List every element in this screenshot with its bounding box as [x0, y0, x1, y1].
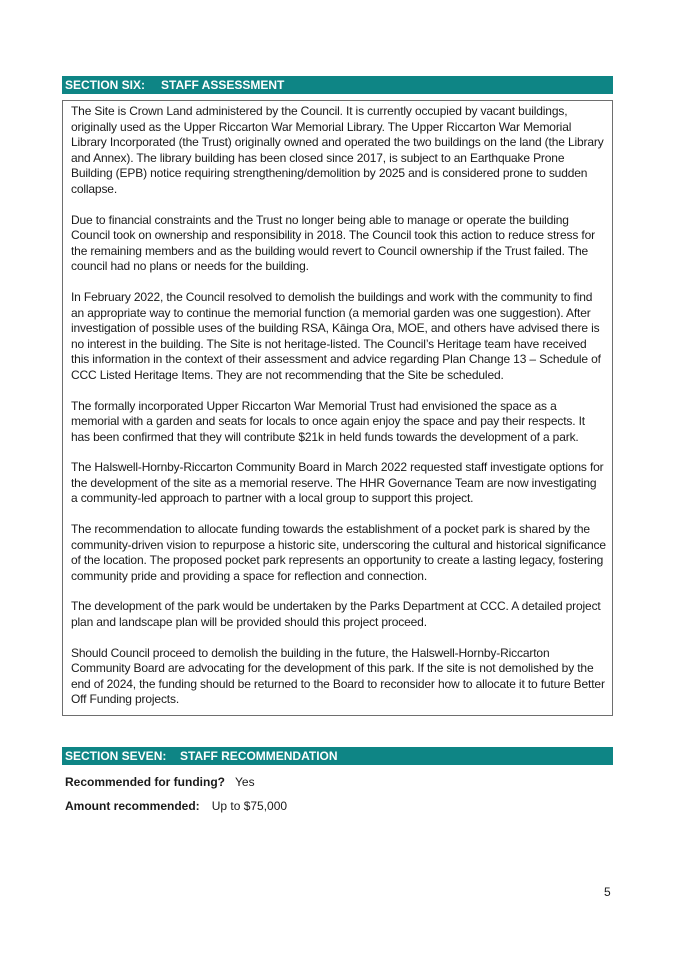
- assessment-paragraph: The Halswell-Hornby-Riccarton Community Board in March 2022 requested staff investigate options for the development of the site as a memorial reserve. The HHR Governance Team are now investigating a community-led approach to partner with a local group to support this project.: [71, 460, 604, 506]
- amount-recommended-row: [65, 799, 287, 814]
- section-seven-title: STAFF RECOMMENDATION: [180, 749, 338, 763]
- recommended-for-funding-value: Yes: [235, 775, 255, 789]
- recommended-for-funding-label: Recommended for funding?: [65, 775, 225, 789]
- staff-assessment-box: [62, 100, 613, 716]
- amount-recommended-label: Amount recommended:: [65, 799, 200, 813]
- section-six-number: SECTION SIX:: [65, 78, 146, 92]
- page-number: 5: [604, 885, 611, 899]
- section-six-header: [62, 76, 613, 94]
- section-seven-number: SECTION SEVEN:: [65, 749, 167, 763]
- section-seven-header: [62, 747, 613, 765]
- assessment-paragraph: The Site is Crown Land administered by the Council. It is currently occupied by vacant buildings, originally used as the Upper Riccarton War Memorial Library. The Upper Riccarton War Memorial Library Incorporated (the Trust) originally owned and operated the two buildings on the land (the Library and Annex). The library building has been closed since 2017, is subject to an Earthquake Prone Building (EPB) notice requiring strengthening/demolition by 2025 and is considered prone to sudden collapse.: [71, 104, 604, 196]
- assessment-paragraph: The formally incorporated Upper Riccarton War Memorial Trust had envisioned the space as a memorial with a garden and seats for locals to once again enjoy the space and pay their respects. It has been confirmed that they will contribute $21k in held funds towards the development of a park.: [71, 398, 585, 444]
- assessment-paragraph: The recommendation to allocate funding towards the establishment of a pocket park is shared by the community-driven vision to repurpose a historic site, underscoring the cultural and historical significance of the location. The proposed pocket park represents an opportunity to create a lasting legacy, fostering community pride and providing a space for reflection and connection.: [71, 522, 606, 583]
- section-six-title: STAFF ASSESSMENT: [161, 78, 285, 92]
- assessment-paragraph: In February 2022, the Council resolved to demolish the buildings and work with the community to find an appropriate way to continue the memorial function (a memorial garden was one suggestion). After investigation of possible uses of the building RSA, Kāinga Ora, MOE, and others have advised there is no interest in the building. The Site is not heritage-listed. The Council’s Heritage team have received this information in the context of their assessment and advice regarding Plan Change 13 – Schedule of CCC Listed Heritage Items. They are not recommending that the Site be scheduled.: [71, 289, 601, 382]
- assessment-paragraph: Due to financial constraints and the Trust no longer being able to manage or operate the building Council took on ownership and responsibility in 2018. The Council took this action to reduce stress for the remaining members and as the building would revert to Council ownership if the Trust failed. The council had no plans or needs for the building.: [71, 212, 595, 274]
- amount-recommended-value: Up to $75,000: [211, 799, 288, 813]
- assessment-paragraph: The development of the park would be undertaken by the Parks Department at CCC. A detailed project plan and landscape plan will be provided should this project proceed.: [71, 599, 601, 630]
- recommended-for-funding-row: [65, 775, 255, 790]
- assessment-paragraph: Should Council proceed to demolish the building in the future, the Halswell-Hornby-Riccarton Community Board are advocating for the development of this park. If the site is not demolished by the end of 2024, the funding should be returned to the Board to reconsider how to allocate it to future Better Off Funding projects.: [71, 645, 605, 707]
